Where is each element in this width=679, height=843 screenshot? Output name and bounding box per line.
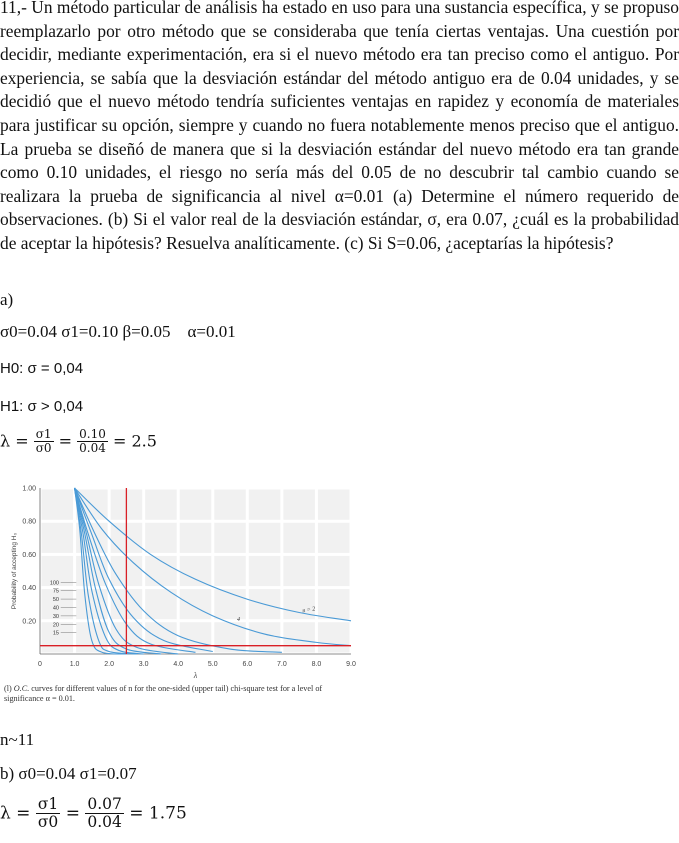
y-tick-label: 0.40 (22, 585, 36, 593)
x-tick-label: 0 (38, 661, 42, 668)
n-value-label: 15 (52, 630, 60, 637)
caption-label: (l) (4, 684, 12, 693)
y-axis-label: Probability of accepting H₀ (11, 532, 18, 610)
frac-denominator: σ0 (37, 813, 59, 832)
x-tick-label: 5.0 (207, 661, 218, 668)
n-value-label: 20 (52, 622, 60, 629)
frac-numerator: σ1 (37, 795, 59, 813)
lambda-fraction-numeric (85, 796, 124, 832)
equals-sign: = (58, 431, 73, 451)
x-tick-label: 1.0 (69, 661, 80, 668)
y-tick-label: 0.80 (22, 518, 36, 526)
frac-denominator: σ0 (35, 441, 52, 456)
part-a-label: a) (0, 290, 14, 309)
params-text: σ0=0.04 σ1=0.10 β=0.05 (0, 322, 171, 341)
lambda-fraction-symbolic (36, 796, 60, 832)
x-tick-label: 6.0 (242, 661, 253, 668)
chart-caption (4, 684, 354, 704)
curve-label-n2: n = 2 (301, 606, 316, 615)
x-axis-label: λ (193, 671, 198, 680)
caption-abbr: O.C. (13, 684, 30, 693)
n-value-label: 30 (52, 613, 60, 620)
x-tick-label: 2.0 (104, 661, 114, 668)
part-a-params (0, 322, 236, 342)
x-tick-label: 3.0 (138, 661, 149, 668)
x-tick-label: 8.0 (311, 661, 322, 668)
y-tick-label: 0.60 (22, 551, 36, 559)
lambda-fraction-symbolic (34, 428, 54, 456)
problem-statement: 11,- Un método particular de análisis ha estado en uso para una sustancia específica, y se propuso reemplazarlo por otro método que se consideraba que tenía ciertas ventajas. Una cuestión por decidir, mediante experimentación, era si el nuevo método era tan preciso como el antiguo. Por experiencia, se sabía que la desviación estándar del método antiguo era de 0.04 unidades, y se decidió que el nuevo método tendría suficientes ventajas en rapidez y economía de materiales para justificar su opción, siempre y cuando no fuera notablemente menos preciso que el antiguo. La prueba se diseñó de manera que si la desviación estándar del nuevo método era tan grande como 0.10 unidades, el riesgo no sería más del 0.05 de no descubrir tal cambio cuando se realizara la prueba de significancia al nivel α=0.01 (a) Determine el número requerido de observaciones. (b) Si el valor real de la desviación estándar, σ, era 0.07, ¿cuál es la probabilidad de aceptar la hipótesis? Resuelva analíticamente. (c) Si S=0.06, ¿aceptarías la hipótesis? (0, 0, 679, 253)
x-tick-label: 9.0 (346, 661, 356, 668)
curve-label-4: 4 (236, 616, 240, 623)
lambda-equation-a (0, 428, 157, 456)
n-value-label: 50 (52, 597, 60, 604)
frac-numerator: 0.10 (79, 427, 106, 441)
frac-denominator: 0.04 (79, 441, 106, 456)
lambda-equation-b (0, 796, 187, 832)
frac-numerator: σ1 (35, 427, 52, 441)
oc-curve-chart (6, 478, 361, 708)
lambda-result: = 1.75 (129, 803, 187, 824)
alt-hypothesis: H1: σ > 0,04 (0, 398, 84, 415)
chart-svg (6, 478, 361, 683)
caption-text: curves for different values of n for the one-sided (upper tail) chi-square test for a level of significance α = 0.01. (4, 684, 323, 703)
lambda-lhs: λ = (0, 803, 31, 824)
n-value-label: 75 (52, 588, 60, 595)
lambda-result: = 2.5 (112, 431, 157, 451)
lambda-lhs: λ = (0, 431, 29, 451)
alpha-text: α=0.01 (187, 322, 236, 341)
x-tick-label: 7.0 (277, 661, 287, 668)
n-value-label: 40 (52, 605, 60, 612)
null-hypothesis: H0: σ = 0,04 (0, 360, 84, 377)
equals-sign: = (65, 803, 80, 824)
plot-background (40, 488, 351, 654)
part-b-line: b) σ0=0.04 σ1=0.07 (0, 764, 137, 783)
y-tick-label: 1.00 (22, 485, 36, 493)
answer-a: n~11 (0, 730, 35, 749)
y-tick-label: 0.20 (22, 618, 36, 626)
n-value-label: 100 (49, 580, 60, 587)
frac-numerator: 0.07 (87, 795, 122, 813)
lambda-fraction-numeric (77, 428, 108, 456)
frac-denominator: 0.04 (87, 813, 122, 832)
x-tick-label: 4.0 (173, 661, 184, 668)
